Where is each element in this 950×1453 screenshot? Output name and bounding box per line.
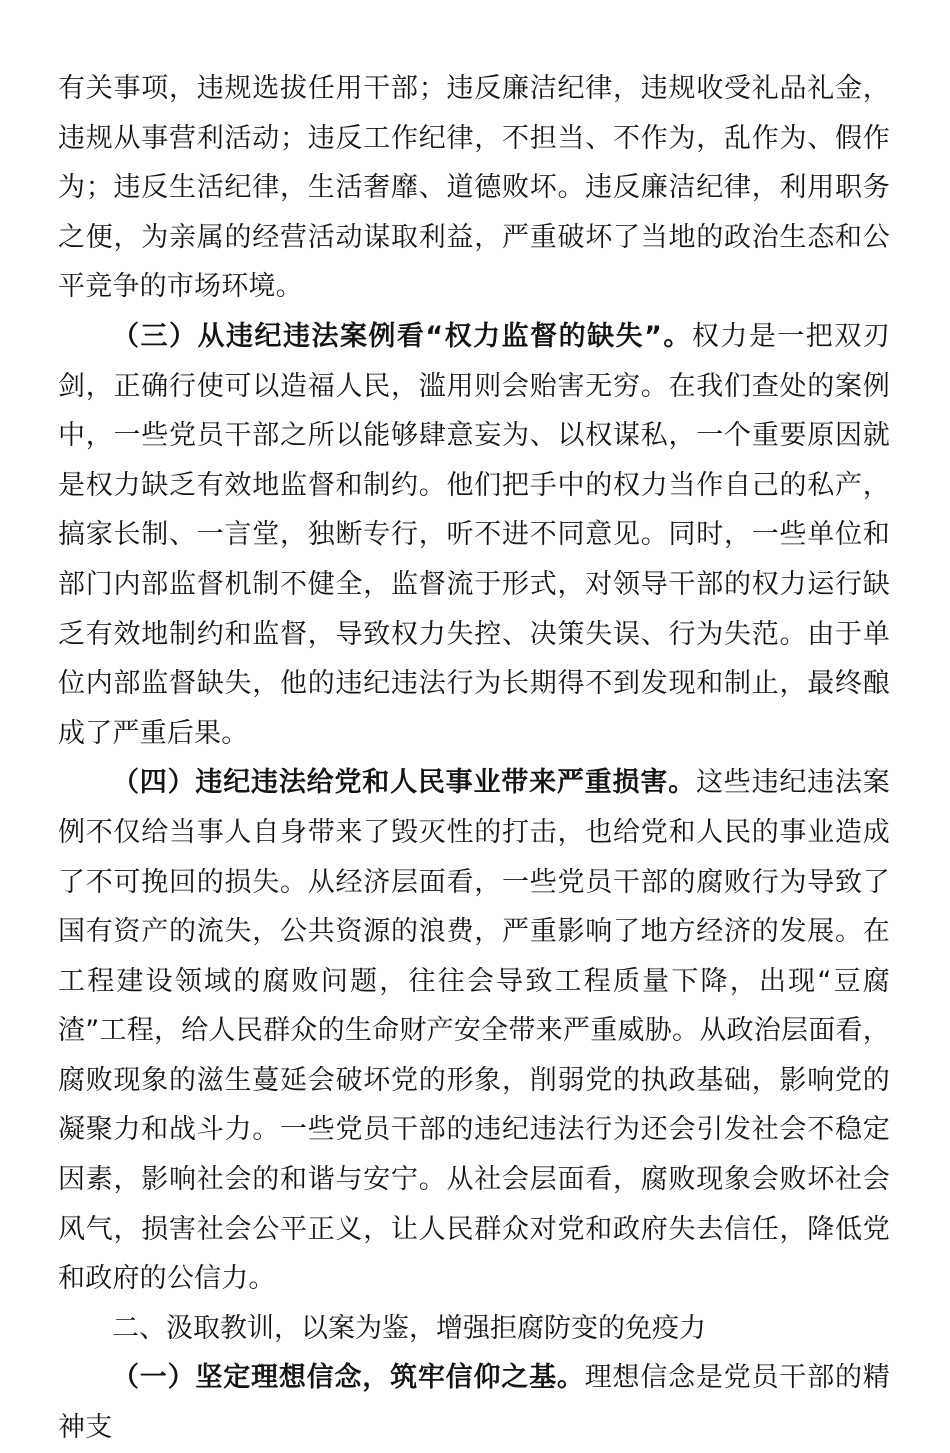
paragraph-power-supervision [58, 312, 890, 758]
subheading-ideals-beliefs: （一）坚定理想信念，筑牢信仰之基。 [112, 1362, 585, 1394]
subheading-power-supervision: （三）从违纪违法案例看“权力监督的缺失”。 [112, 320, 692, 352]
paragraph-continuation [58, 64, 890, 312]
paragraph-body: 有关事项，违规选拔任用干部；违反廉洁纪律，违规收受礼品礼金，违规从事营利活动；违反工作纪律，不担当、不作为，乱作为、假作为；违反生活纪律，生活奢靡、道德败坏。违反廉洁纪律，利用职务之便，为亲属的经营活动谋取利益，严重破坏了当地的政治生态和公平竞争的市场环境。 [58, 73, 890, 303]
paragraph-body: 这些违纪违法案例不仅给当事人自身带来了毁灭性的打击，也给党和人民的事业造成了不可挽回的损失。从经济层面看，一些党员干部的腐败行为导致了国有资产的流失，公共资源的浪费，严重影响了地方经济的发展。在工程建设领域的腐败问题，往往会导致工程质量下降，出现“豆腐渣”工程，给人民群众的生命财产安全带来严重威胁。从政治层面看，腐败现象的滋生蔓延会破坏党的形象，削弱党的执政基础，影响党的凝聚力和战斗力。一些党员干部的违纪违法行为还会引发社会不稳定因素，影响社会的和谐与安宁。从社会层面看，腐败现象会败坏社会风气，损害社会公平正义，让人民群众对党和政府失去信任，降低党和政府的公信力。 [58, 767, 890, 1295]
subheading-serious-damage: （四）违纪违法给党和人民事业带来严重损害。 [112, 767, 696, 799]
paragraph-body: 理想信念是党员干部的精神支 [58, 1362, 891, 1444]
document-page [58, 64, 890, 1453]
section-heading-lessons: 二、汲取教训，以案为鉴，增强拒腐防变的免疫力 [112, 1312, 706, 1344]
paragraph-ideals-beliefs [58, 1353, 890, 1452]
paragraph-body: 权力是一把双刃剑，正确行使可以造福人民，滥用则会贻害无穷。在我们查处的案例中，一些党员干部之所以能够肆意妄为、以权谋私，一个重要原因就是权力缺乏有效地监督和制约。他们把手中的权力当作自己的私产，搞家长制、一言堂，独断专行，听不进不同意见。同时，一些单位和部门内部监督机制不健全，监督流于形式，对领导干部的权力运行缺乏有效地制约和监督，导致权力失控、决策失误、行为失范。由于单位内部监督缺失，他的违纪违法行为长期得不到发现和制止，最终酿成了严重后果。 [58, 320, 890, 749]
paragraph-serious-damage [58, 758, 890, 1304]
